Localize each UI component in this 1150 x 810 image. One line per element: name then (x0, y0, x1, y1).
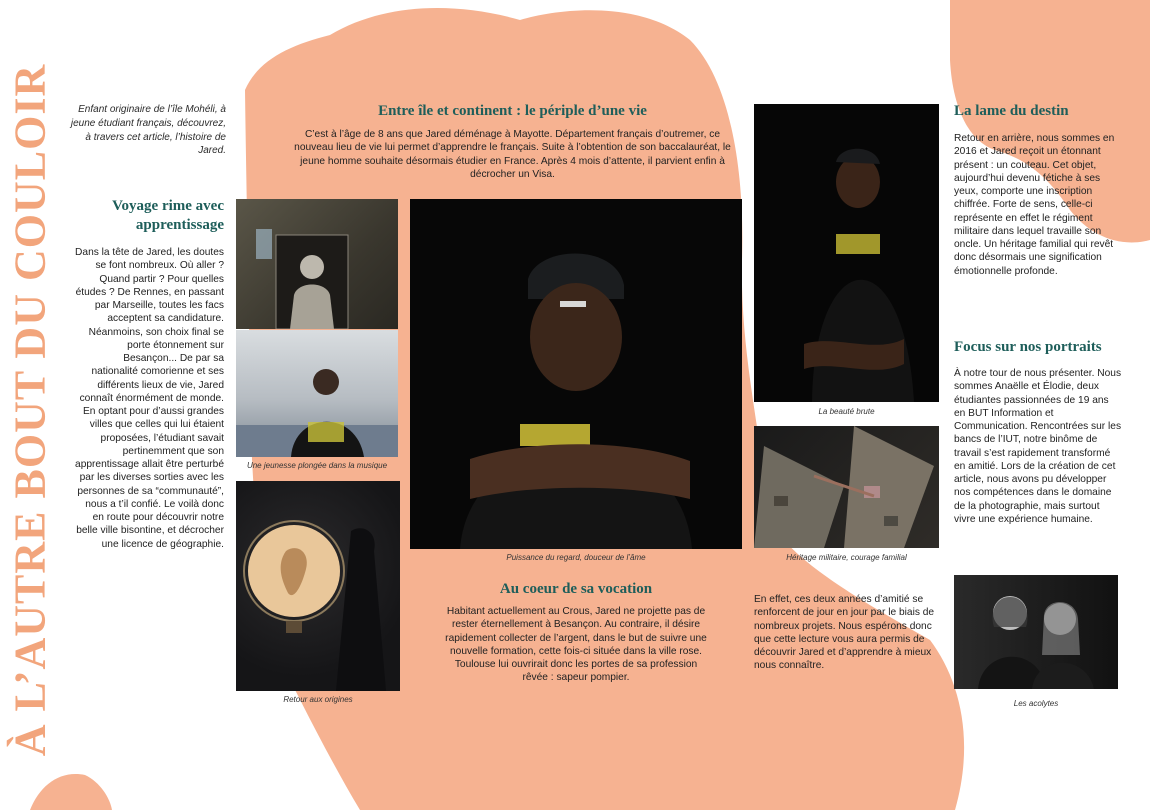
acolytes-illustration (954, 575, 1118, 689)
intro-text: Enfant originaire de l’île Mohéli, à jeune étudiant français, découvrez, à travers cet article, l’histoire de Jared. (70, 104, 226, 157)
photo-regard (410, 199, 742, 549)
photo-acolytes (954, 575, 1118, 689)
lame-text: Retour en arrière, nous sommes en 2016 et Jared reçoit un étonnant présent : un couteau. Cet objet, aujourd’hui devenu fétiche à ses yeux, comporte une inscription chiffrée. Forte de sens, celle-ci représente en effet le régiment militaire dans lequel travaille son oncle. Un héritage familial qui revêt donc désormais une signification émotionnelle profonde. (954, 133, 1115, 277)
focus-text: À notre tour de nous présenter. Nous sommes Anaëlle et Élodie, deux étudiantes passionnées de 19 ans en BUT Information et Communication. Rencontrées sur les bancs de l’IUT, notre binôme de travail s’est rapidement transformé en amitié. Lors de la création de cet article, nous avons pu développer nos compétences dans le domaine de la photographie, mais surtout vivre une expérience humaine. (954, 368, 1122, 525)
caption-heritage: Héritage militaire, courage familial (786, 553, 907, 562)
lame-heading: La lame du destin (954, 103, 1069, 119)
photo-origines (236, 481, 400, 691)
amitie-text: En effet, ces deux années d’amitié se renforcent de jour en jour par le biais de nombreux projets. Nous espérons donc que cette lecture vous aura permis de découvrir Jared et d’apprendre à mieux nous connaître. (754, 594, 935, 672)
vertical-title-text: À L’AUTRE BOUT DU COULOIR (5, 63, 55, 757)
photo-heritage (754, 426, 939, 548)
caption-acolytes: Les acolytes (1013, 699, 1059, 708)
caption-regard: Puissance du regard, douceur de l’âme (506, 553, 646, 562)
focus-heading: Focus sur nos portraits (954, 339, 1102, 355)
voyage-heading: Voyage rime avec apprentissage (112, 198, 224, 233)
vertical-title (5, 30, 55, 790)
regard-illustration (410, 199, 742, 549)
beaute-illustration (754, 104, 939, 402)
caption-origines: Retour aux origines (283, 695, 353, 704)
vocation-text: Habitant actuellement au Crous, Jared ne projette pas de rester éternellement à Besançon. Au contraire, il désire rapidement collecter de l’argent, dans le but de suivre une nouvelle formation, cette fois-ci située dans la ville rose. Toulouse lui ouvrirait donc les portes de sa profession rêvée : sapeur pompier. (445, 606, 707, 684)
photo-beaute (754, 104, 939, 402)
periple-text: C’est à l’âge de 8 ans que Jared déménage à Mayotte. Département français d’outremer, ce nouveau lieu de vie lui permet d’apprendre le français. Suite à l’obtention de son baccalauréat, le jeune homme souhaite désormais étudier en France. Après 4 mois d’attente, il parvient enfin à décrocher un Visa. (294, 129, 731, 180)
periple-heading: Entre île et continent : le périple d’une vie (378, 103, 647, 119)
caption-beaute: La beauté brute (818, 407, 875, 416)
globe-illustration (236, 481, 400, 691)
poster-illustration (236, 199, 398, 329)
voyage-text: Dans la tête de Jared, les doutes se font nombreux. Où aller ? Quand partir ? Pour quelles études ? De Rennes, en passant par Marseille, toutes les facs acceptent sa candidature. Néanmoins, son choix final se porte étonnement sur Besançon... De par sa nationalité comorienne et ses différents lieux de vie, Jared connaît énormément de monde. En optant pour d’aussi grandes villes que celles qui lui étaient proposées, l’étudiant savait pertinemment que son apprentissage allait être perturbé par les diverses sorties avec les personnes de sa “communauté”, nous a t’il confié. Le voilà donc en route pour découvrir notre belle ville bisontine, et décrocher une licence de géographie. (75, 247, 224, 550)
heritage-illustration (754, 426, 939, 548)
musique-illustration (236, 330, 398, 457)
photo-poster (236, 199, 398, 329)
caption-musique: Une jeunesse plongée dans la musique (246, 461, 388, 470)
vocation-heading: Au coeur de sa vocation (499, 581, 653, 597)
photo-musique (236, 330, 398, 457)
